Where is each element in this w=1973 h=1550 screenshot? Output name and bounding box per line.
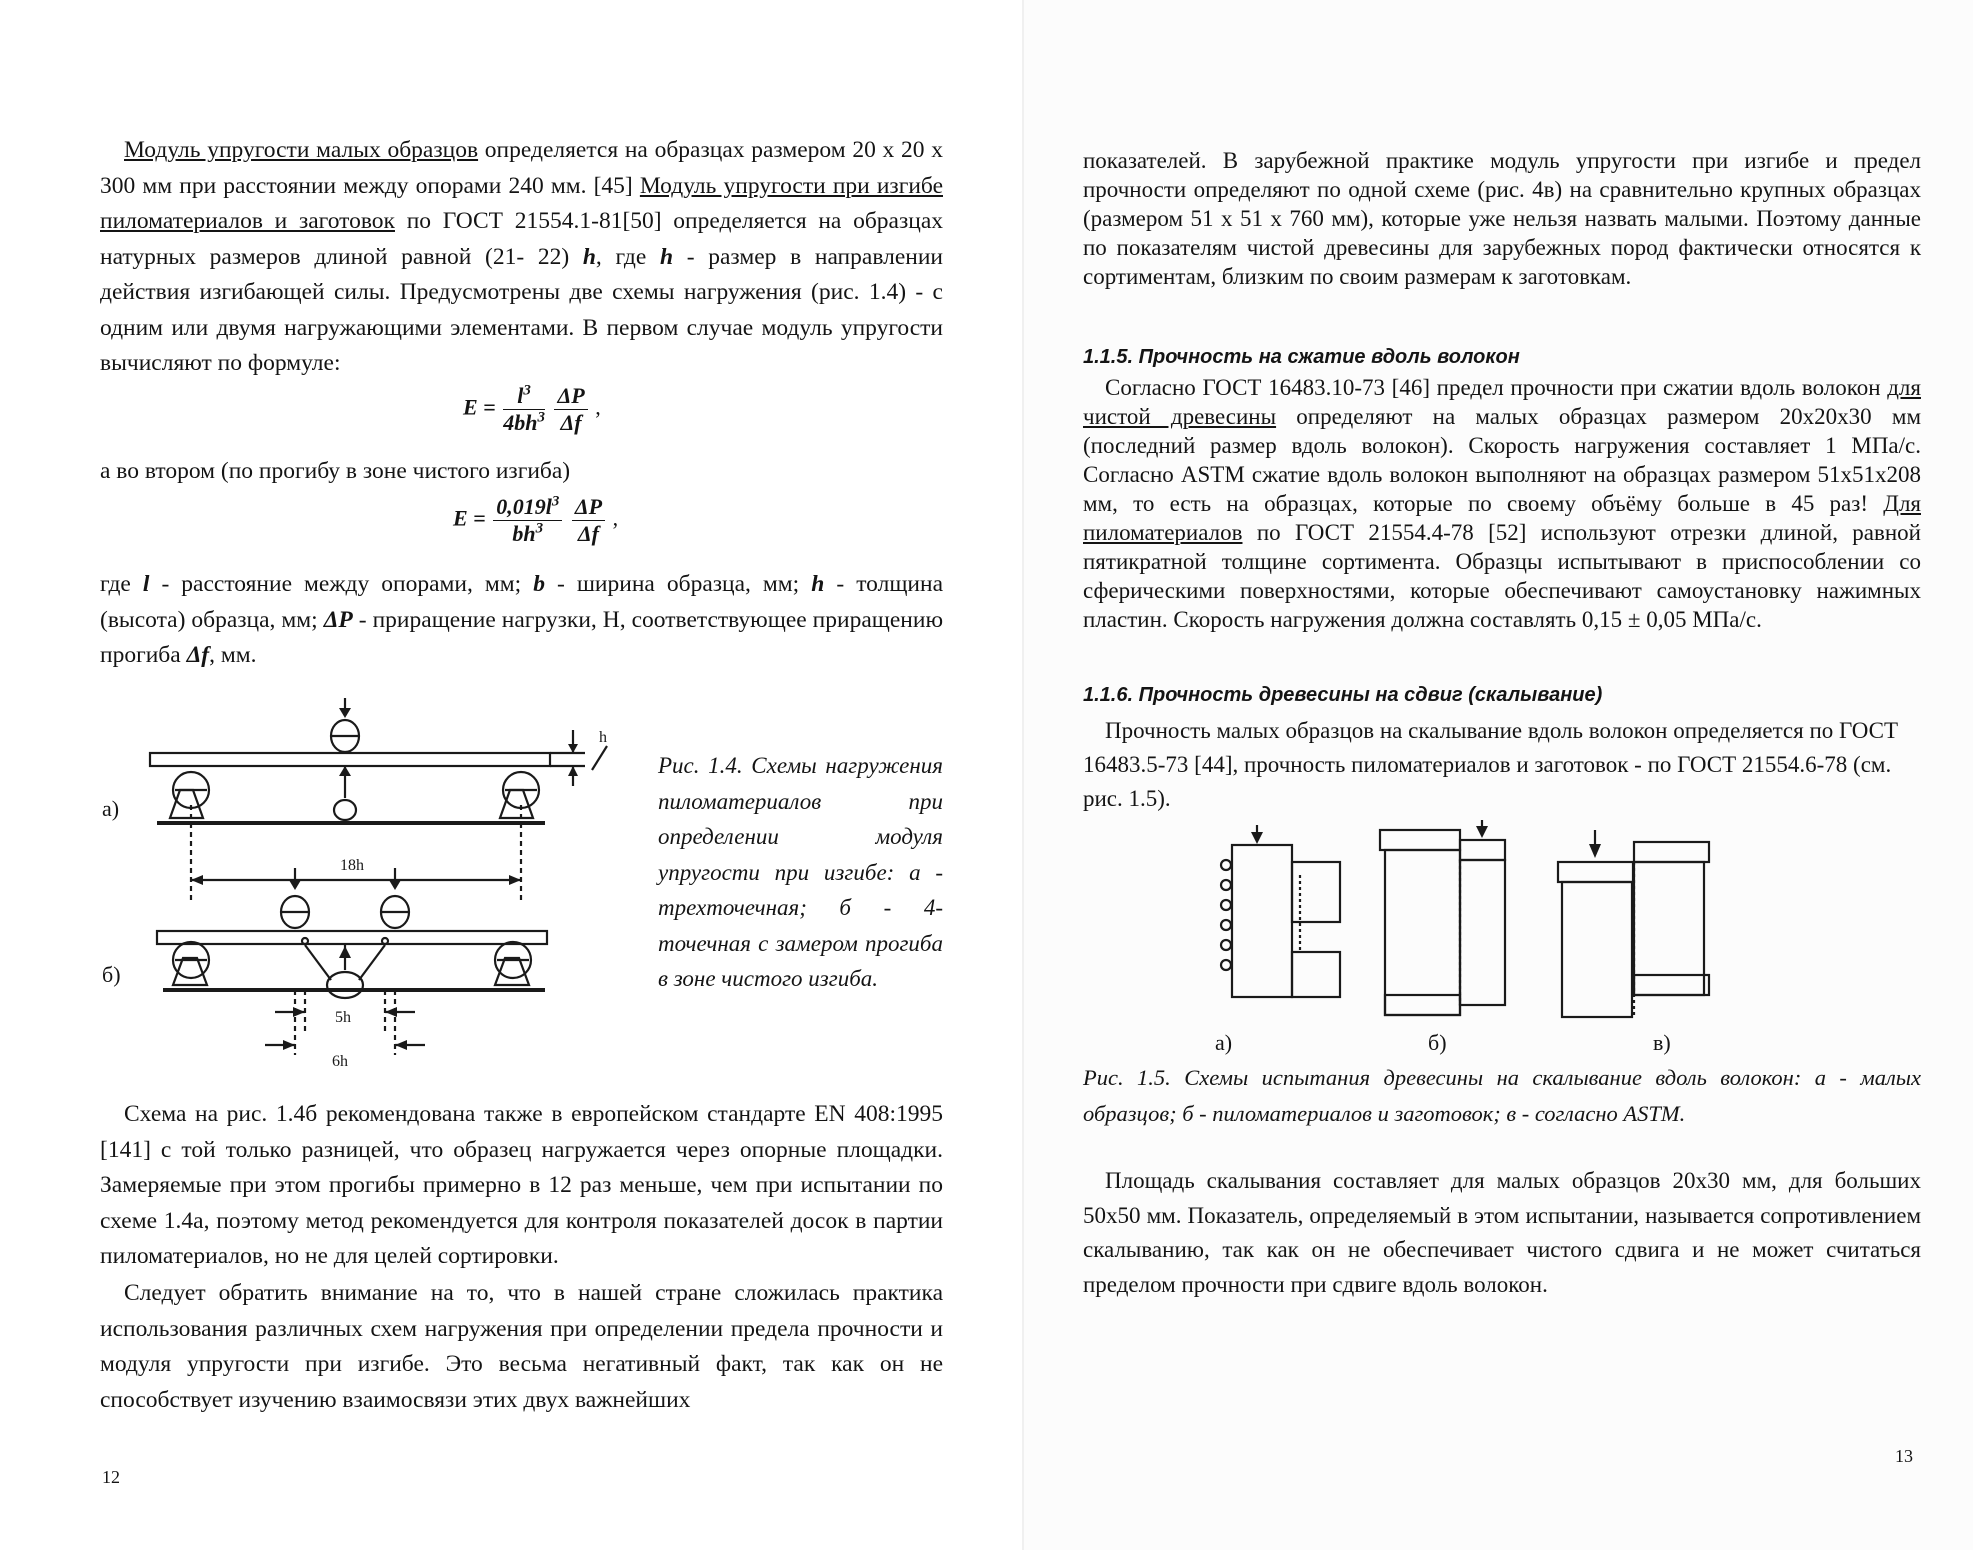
left-paragraph-4: Следует обратить внимание на то, что в нашей стране сложилась практика использования различных схем нагружения при определении предела прочности и модуля упругости при изгибе. Это весьма негативный факт, так как он не способствует изучению взаимосвязи этих двух важнейших [100,1280,943,1413]
figure-1-4-label-a: а) [102,796,120,821]
figure-1-5-label-a: а) [1215,1030,1233,1055]
section-heading-1-1-6: 1.1.6. Прочность древесины на сдвиг (скалывание) [1083,684,1603,706]
left-paragraph-1: Модуль упругости малых образцов определяется на образцах размером 20 х 20 х 300 мм при расстоянии между опорами 240 мм. [45] Модуль упругости при изгибе пиломатериалов и заготовок по ГОСТ 21554.1-81[50] определяется на образцах натурных размеров длиной равной (21- 22) h, где h - размер в направлении действия изгибающей силы. Предусмотрены две схемы нагружения (рис. 1.4) - с одним или двумя нагружающими элементами. В первом случае модуль упругости вычисляют по формуле: [100,137,944,376]
dial-gauge-a [334,800,356,820]
left-paragraph-between: а во втором (по прогибу в зоне чистого изгиба) [100,458,571,484]
page-number-left: 12 [102,1467,120,1487]
beam-a [150,753,550,766]
left-paragraph-2: где l - расстояние между опорами, мм; b - ширина образца, мм; h - толщина (высота) образца, мм; ΔP - приращение нагрузки, Н, соответствующее приращению прогиба Δf, мм. [100,571,944,668]
beam-b [157,931,547,944]
page-fold [1022,0,1024,1550]
dim-18h-label: 18h [340,857,364,874]
specimen-c-right-cap [1634,842,1709,862]
formula-1: E = $\frac{l^3}{4bh^3}$ $\frac{\Delta P}{\Delta f}$ , [463,382,601,435]
figure-1-4-label-b: б) [102,962,121,987]
right-paragraph-2: Согласно ГОСТ 16483.10-73 [46] предел прочности при сжатии вдоль волокон для чистой древесины определяют на малых образцах размером 20х20х30 мм (последний размер вдоль волокон). Скорость нагружения составляет 1 МПа/с. Согласно ASTM сжатие вдоль волокон выполняют на образцах размером 51х51х208 мм, то есть на образцах, которые по своему объёму больше в 45 раз! Для пиломатериалов по ГОСТ 21554.4-78 [52] используют отрезки длиной, равной пятикратной толщине сортимента. Образцы испытывают в приспособлении со сферическими поверхностями, которые обеспечивают самоустановку нажимных пластин. Скорость нагружения должна составлять 0,15 ± 0,05 МПа/с. [1083,375,1922,632]
dim-6h-label: 6h [332,1053,348,1070]
figure-1-5-caption: Рис. 1.5. Схемы испытания древесины на скалывание вдоль волокон: а - малых образцов; б - пиломатериалов и заготовок; в - согласно ASTM. [1083,1065,1921,1126]
specimen-a [1232,845,1292,997]
right-paragraph-4: Площадь скалывания составляет для малых образцов 20х30 мм, для больших 50х50 мм. Показатель, определяемый в этом испытании, называется сопротивлением скалыванию, так как он не обеспечивает чистого сдвига и не может считаться пределом прочности при сдвиге вдоль волокон. [1083,1168,1921,1297]
support-left-a [170,790,203,818]
figure-1-5-diagram [1210,820,1730,1020]
specimen-a-teeth [1221,860,1231,970]
specimen-b-top [1380,830,1460,850]
section-heading-1-1-5: 1.1.5. Прочность на сжатие вдоль волокон [1083,346,1520,368]
dial-gauge-b [327,972,363,998]
specimen-c-left-cap [1558,862,1633,882]
right-paragraph-1: показателей. В зарубежной практике модуль упругости при изгибе и предел прочности определяют по одной схеме (рис. 4в) на сравнительно крупных образцах (размером 51 х 51 х 760 мм), которые уже нельзя назвать малыми. Поэтому данные по показателям чистой древесины для зарубежных пород фактически относятся к сортиментам, близким по своим размерам к заготовкам. [1083,148,1921,289]
formula-2: E = $\frac{0,019l^3}{bh^3}$ $\frac{\Delta P}{\Delta f}$ , [453,493,619,546]
figure-1-4-diagram [95,690,635,1080]
support-right-a [500,790,533,818]
page-number-right: 13 [1895,1446,1913,1466]
dim-5h-label: 5h [335,1009,351,1026]
dim-h-label: h [599,729,607,746]
left-paragraph-3: Схема на рис. 1.4б рекомендована также в европейском стандарте EN 408:1995 [141] с той только разницей, что образец нагружается через опорные площадки. Замеряемые при этом прогибы примерно в 12 раз меньше, чем при испытании по схеме 1.4а, поэтому метод рекомендуется для контроля показателей досок в партии пиломатериалов, но не для целей сортировки. [100,1101,943,1269]
figure-1-5-label-c: в) [1653,1030,1671,1055]
figure-1-5-label-b: б) [1428,1030,1447,1055]
figure-1-4-caption: Рис. 1.4. Схемы нагружения пиломатериалов при определении модуля упругости при изгибе: а - трехточечная; б - 4-точечная с замером прогиба в зоне чистого изгиба. [658,753,943,991]
right-paragraph-3: Прочность малых образцов на скалывание вдоль волокон определяется по ГОСТ 16483.5-73 [44], прочность пиломатериалов и заготовок - по ГОСТ 21554.6-78 (см. рис. 1.5). [1083,718,1899,811]
